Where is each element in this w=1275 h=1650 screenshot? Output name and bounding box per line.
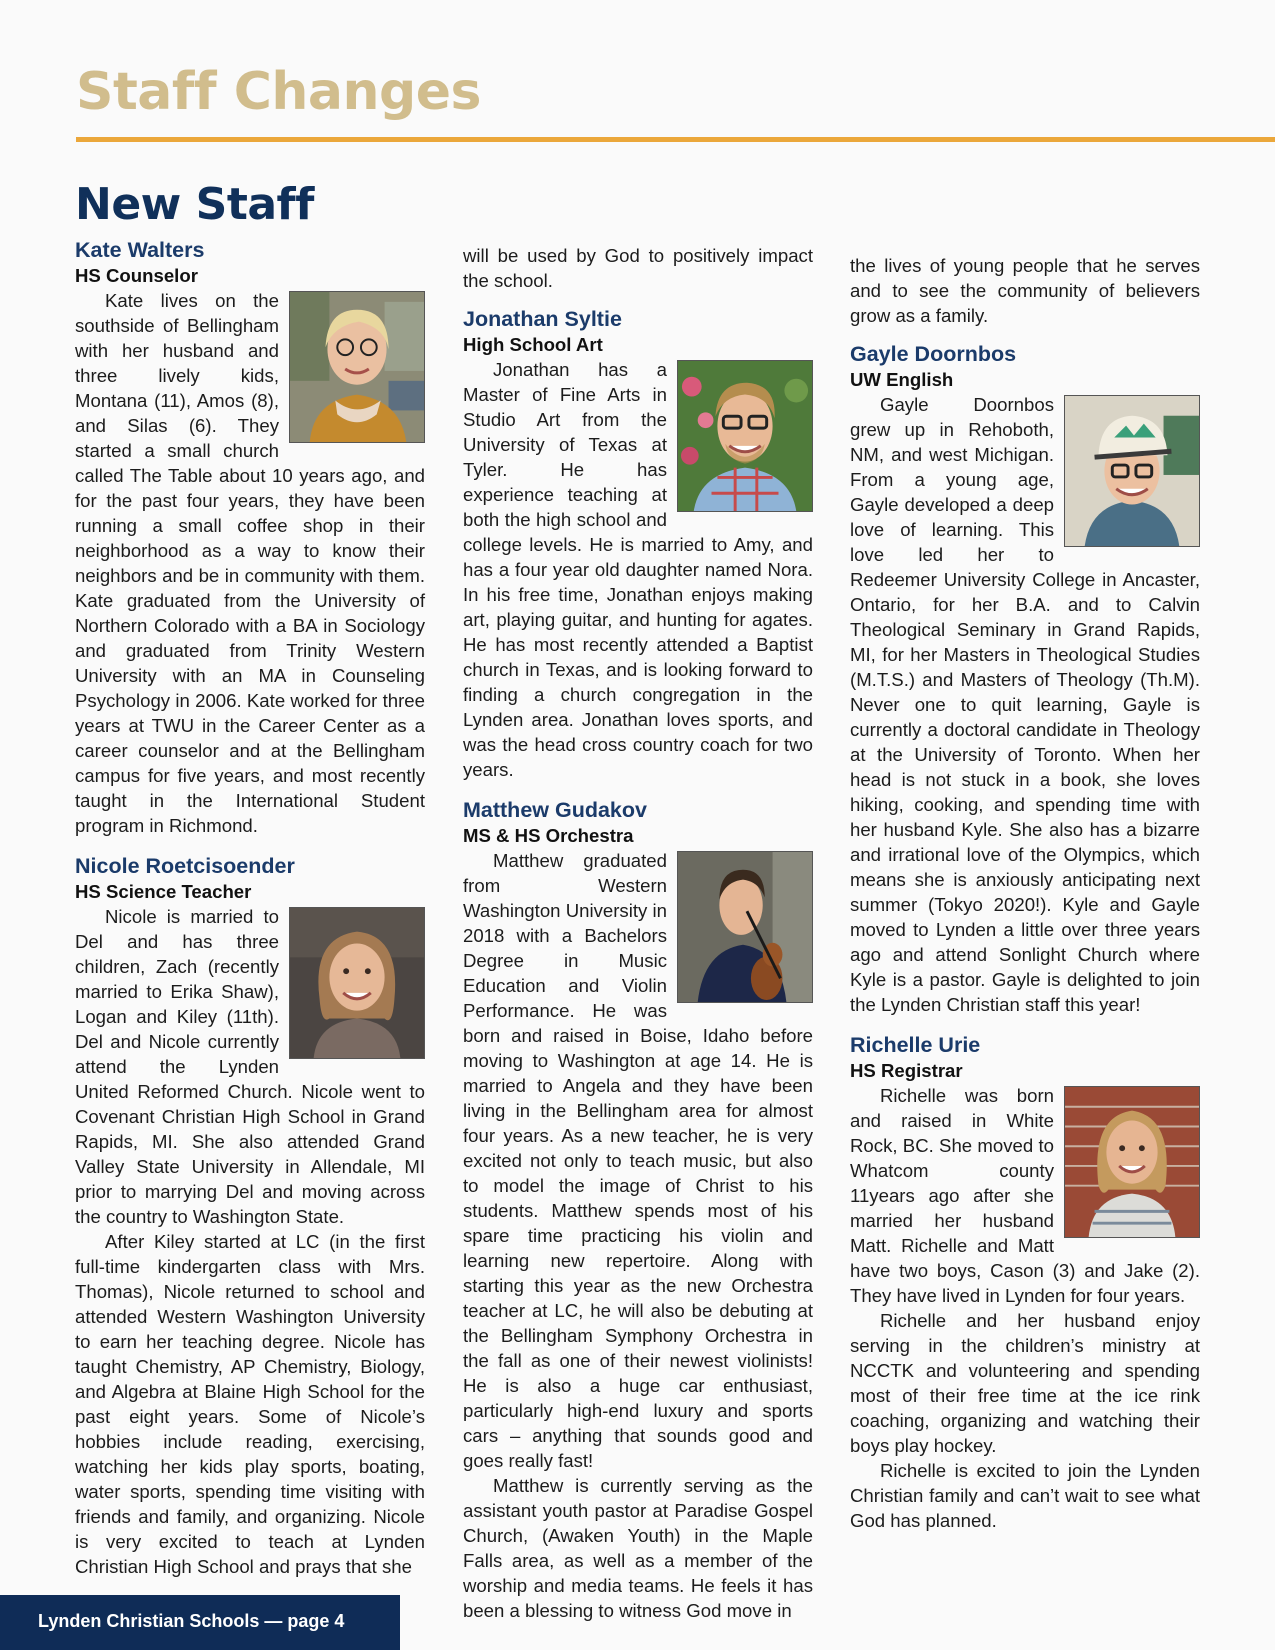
staff-profile-jonathan-syltie — [463, 305, 813, 782]
staff-photo — [677, 360, 813, 512]
staff-bio-paragraph: Richelle was born and raised in White Rock, BC. She moved to Whatcom county 11years ago after she married her husband Matt. Richelle and Matt have two boys, Cason (3) and Jake (2). They have lived in Lynden for four years. — [850, 1085, 1200, 1306]
staff-profile-richelle-urie — [850, 1031, 1200, 1533]
staff-bio-paragraph: Richelle is excited to join the Lynden Christian family and can’t wait to see what God has planned. — [850, 1460, 1200, 1531]
page-title: Staff Changes — [76, 62, 481, 122]
staff-photo — [289, 907, 425, 1059]
staff-role: MS & HS Orchestra — [463, 825, 634, 846]
staff-bio-paragraph: Richelle and her husband enjoy serving in the children’s ministry at NCCTK and volunteering and spending most of their free time at the ice rink coaching, organizing and watching their boys play hockey. — [850, 1310, 1200, 1456]
staff-role: High School Art — [463, 334, 603, 355]
staff-bio-paragraph: Nicole is married to Del and has three children, Zach (recently married to Erika Shaw), Logan and Kiley (11th). Del and Nicole currently attend the Lynden United Reformed Church. Nicole went to Covenant Christian High School in Grand Rapids, MI. She also attended Grand Valley State University in Allendale, MI prior to marrying Del and moving across the country to Washington State. — [75, 906, 425, 1227]
staff-bio-paragraph: Jonathan has a Master of Fine Arts in Studio Art from the University of Texas at Tyler. He has experience teaching at both the high school and college levels. He is married to Amy, and has a four year old daughter named Nora. In his free time, Jonathan enjoys making art, playing guitar, and hunting for agates. He has most recently attended a Baptist church in Texas, and is looking forward to finding a church congregation in the Lynden area. Jonathan loves sports, and was the head cross country coach for two years. — [463, 359, 813, 780]
staff-bio-paragraph: Gayle Doornbos grew up in Rehoboth, NM, and west Michigan. From a young age, Gayle developed a deep love of learning. This love led her to Redeemer University College in Ancaster, Ontario, for her B.A. and to Calvin Theological Seminary in Grand Rapids, MI, for her Masters in Theological Studies (M.T.S.) and Masters of Theology (Th.M). Never one to quit learning, Gayle is currently a doctoral candidate in Theology at the University of Toronto. When her head is not stuck in a book, she loves hiking, cooking, and spending time with her husband Kyle. She also has a bizarre and irrational love of the Olympics, which means she is anxiously anticipating next summer (Tokyo 2020!). Kyle and Gayle moved to Lynden a little over three years ago and attend Sonlight Church where Kyle is a pastor. Gayle is delighted to join the Lynden Christian staff this year! — [850, 394, 1200, 1015]
staff-photo — [677, 851, 813, 1003]
column-1 — [75, 176, 425, 1593]
staff-name: Kate Walters — [75, 238, 205, 262]
title-rule — [76, 137, 1275, 142]
staff-name: Richelle Urie — [850, 1033, 981, 1057]
staff-profile-gayle-doornbos — [850, 340, 1200, 1017]
page-footer — [0, 1595, 400, 1650]
staff-photo — [289, 291, 425, 443]
staff-name: Gayle Doornbos — [850, 342, 1017, 366]
staff-photo — [1064, 395, 1200, 547]
staff-name: Nicole Roetcisoender — [75, 854, 295, 878]
staff-photo — [1064, 1086, 1200, 1238]
section-heading: New Staff — [75, 179, 314, 230]
staff-name: Matthew Gudakov — [463, 798, 647, 822]
column-2 — [463, 243, 813, 1637]
staff-role: HS Science Teacher — [75, 881, 252, 902]
column-3 — [850, 253, 1200, 1547]
footer-text: Lynden Christian Schools — page 4 — [38, 1611, 345, 1631]
staff-bio-paragraph: After Kiley started at LC (in the first full-time kindergarten class with Mrs. Thomas), Nicole returned to school and attended Western Washington University to earn her teaching degree. Nicole has taught Chemistry, AP Chemistry, Biology, and Algebra at Blaine High School for the past eight years. Some of Nicole’s hobbies include reading, exercising, watching her kids play sports, boating, water sports, spending time visiting with friends and family, and organizing. Nicole is very excited to teach at Lynden Christian High School and prays that she — [75, 1231, 425, 1577]
staff-bio-paragraph: Kate lives on the southside of Bellingham with her husband and three lively kids, Montana (11), Amos (8), and Silas (6). They started a small church called The Table about 10 years ago, and for the past four years, they have been running a small coffee shop in their neighborhood as a way to know their neighbors and be in community with them. Kate graduated from the University of Northern Colorado with a BA in Sociology and graduated from Trinity Western University with an MA in Counseling Psychology in 2006. Kate worked for three years at TWU in the Career Center as a career counselor and at the Bellingham campus for five years, and most recently taught in the International Student program in Richmond. — [75, 290, 425, 836]
staff-bio-continued: the lives of young people that he serves and to see the community of believers grow as a family. — [850, 255, 1200, 326]
staff-name: Jonathan Syltie — [463, 307, 622, 331]
staff-bio-paragraph: Matthew is currently serving as the assistant youth pastor at Paradise Gospel Church, (Awaken Youth) in the Maple Falls area, as well as a member of the worship and media teams. He feels it has been a blessing to witness God move in — [463, 1475, 813, 1621]
staff-role: HS Counselor — [75, 265, 198, 286]
staff-bio-paragraph: Matthew graduated from Western Washington University in 2018 with a Bachelors Degree in Music Education and Violin Performance. He was born and raised in Boise, Idaho before moving to Washington at age 14. He is married to Angela and they have been living in the Bellingham area for almost four years. As a new teacher, he is very excited not only to teach music, but also to model the image of Christ to his students. Matthew spends most of his spare time practicing his violin and learning new repertoire. Along with starting this year as the new Orchestra teacher at LC, he will also be debuting at the Bellingham Symphony Orchestra in the fall as one of their newest violinists! He is also a huge car enthusiast, particularly high-end luxury and sports cars – anything that sounds good and goes really fast! — [463, 850, 813, 1471]
staff-role: HS Registrar — [850, 1060, 963, 1081]
staff-role: UW English — [850, 369, 954, 390]
staff-profile-matthew-gudakov — [463, 796, 813, 1623]
staff-profile-nicole-roetcisoender — [75, 852, 425, 1579]
staff-bio-continued: will be used by God to positively impact the school. — [463, 245, 813, 291]
staff-profile-kate-walters — [75, 236, 425, 838]
